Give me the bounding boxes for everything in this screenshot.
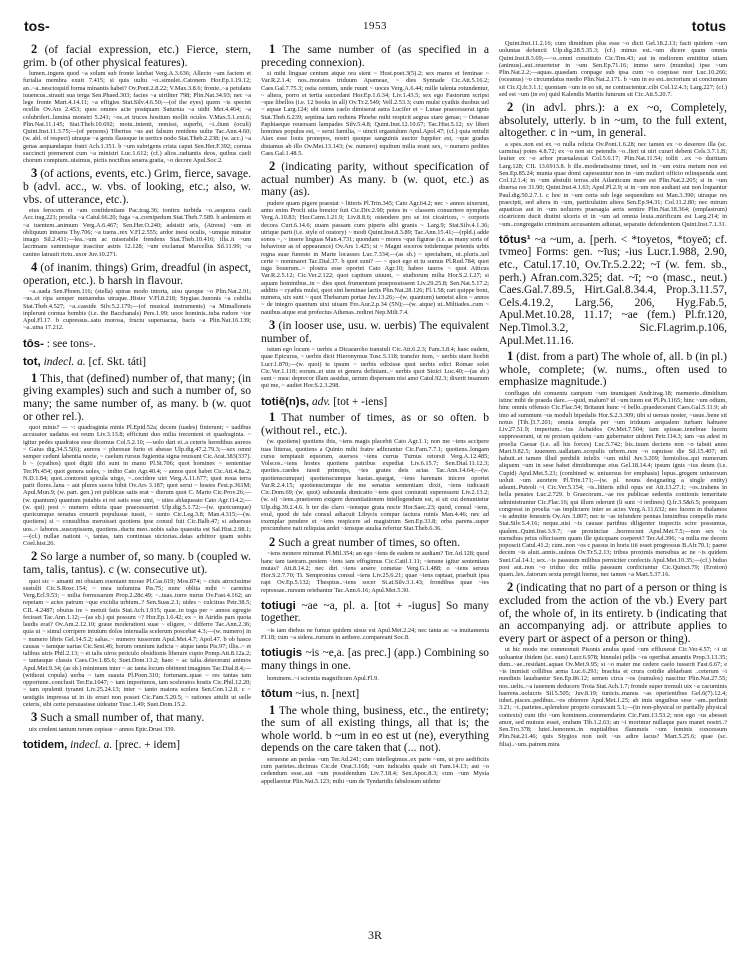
sense-text: (of inanim. things) Grim, dreadful (in aspect, operation, etc.). b harsh in flavour. [23,260,251,287]
sense-number: 1 [269,410,276,425]
citation-block: quot minis? — ~: quadraginta minis Pl.Epid.52a; decem (uades) finierunt; ~ uadibus accusator uadatus est reum Liv.3.13.8; efficiunt duo milia trecenteni et quadraginta. ~ igitur pedes quadratos esse dicemus Col.5.2.10; —uolo dari ei..a ceteris heredibus aureos ~ Gaius dig.34.5.5(6); aureos ~ pluresue furto ei abesse Ulp.dig.47.2.79.3;—sex omni semper cedunt labentia nocte, ~ caelum rursus fugientia signa reuisunt Cic.Arat.383(337). b ~ (cyathos) quot digiti tibi sunt in manu Pl.St.706; quot homines ~ sententiae Ter.Ph.454; quot genera uoles, ~ indito Cato Agr.40.4; ~ annos quot habet Cic.Att.4.8a.2; N.D.1.84; quot..contorsit spicula uirgo, ~..cecidere uiri Verg.A.11.677; quot noua terra parit flores..lana ~ aut plures sucos bibit Ov.Ars 3.187; quot serui ~ hostes Fest.p.361M; Apul.Mun.9; (w. part. gen.) rei publicae satis erat ~ dierum quot C. Mario Cic.Prov.26;—(w. quantum) quantum putabis ei rei satis esse uini, ~ uites ablaqueato Cato Agr.114.2;—(w. qui) post ~ numero edicta quae praecesserint Ulp.dig.5.1.72;—(w. quotcumque) quotcumque senatus creuerit populusue iussit, ~ sunto Cic.Leg.3.8; Man.4.315;—(w. quotiens) si ~ consulibus meruisset quotiens ipse consul fuit Cic.Balb.47; si aduersus uos..~ labores..suscepissem, quotiens..ductu meo..uobis salus quaesita est Sal.Hist.2.98.1;—(cf.) nullae nationi ~, tantas, tam continuas uictorias..datas arbitror quam uobis Coel.hist.26. [23,424,251,548]
sense-number: 2 [507,580,514,595]
sense-number: 3 [31,166,38,181]
sense-text: So large a number of, so many. b (coupled w. tam, talis, tantus). c (w. consecutive ut). [23,550,251,577]
sense-text: This, that (defined) number of, that many; (in giving examples) such and such a number of, so many; the same number of, as many. b (w. quot or other rel.). [23,371,251,423]
grammar-label: indecl. a. [67,739,113,751]
sense-number: 2 [31,42,38,56]
etymology: ~a ~um, a. [perh. < *toyetos, *toyeō; cf. tvmeo] Forms: gen. ~īus; -ius Lucr.1.988, 2.90, etc., Catul.17.10, Ov.Tr.5.2.22; ~ī (w. fem. sb., perh.) Afran.com.325; dat. ~ī; ~o (masc., neut.) Caes.Gal.7.89.5, Hirt.Gal.8.34.4, Prop.3.11.57, Cels.4.19.2, Larg.56, 206, Hyg.Fab.5, Apul.Met.10.28, 11.17; ~ae (fem.) Pl.fr.120, Nep.Timol.3.2, Sic.Fl.agrim.p.106, Apul.Met.11.16. [499,233,727,347]
sense-number: 2 [269,159,276,174]
citation-block: seruesne an perdas ~um Ter.Ad.241; cum intellegimus..ex parte ~um, ut pro aedificiis cum parietes..dicimus Cic.de Orat.3.168; ~um iudicabis quale sit Fam.14.13; aut ~o cedendum esse..aut ~um possidendum Liv.7.18.4; Sen.Apoc.8.3; cum ~um Mysia appellaretur Plin.Nat.5.123; mihi ~um de Tyndaridis fabulosum uidetur [261,755,489,785]
sense-text: The whole thing, business, etc., the entirety; the sum of all existing things, all that is; the whole world. b ~um in eo est ut (ne), everything depends on the care taken that (... not). [261,703,489,755]
column-1 [23,40,251,920]
citation-block: ~a..uada Sen.Phoen.116; (stella) spirae modo intorta, uisu quoque ~o Plin.Nat.2.91; ~us..et ripa semper metuendus utraque..Hister V.Fl.8.218; Stygiae..Iunonis ~a cubilia Stat.Theb.4.527; ~a..casside Silv.5.2.179;—(of musical instruments) ~a Mimalloneis inplerunt cornua bombis (i.e. the Bacchanals) Pers.1.99; uoce hominis..tuba rudore ~ior Apul.Fl.17. b cupressus..satu morosa, fructu superuacua, bacis ~a Plin.Nat.16.139; ~a..uina 17.212. [23,288,251,332]
dictionary-entry [261,396,489,409]
sense-number: 1 [507,349,514,364]
headword: tōs- [23,337,44,350]
sense-text: Such a great number of times, so often. [275,535,461,549]
sense-definition [261,411,489,437]
citation-block: quoi sic ~ amanti mi obuiam eueniant morae Pl.Cas.619; Mos.874; ~ ciuis atrocissime sustulit Cic.S.Rosc.154; ~ mea uolumina Pis.75; nunc oblita mihi ~ carmina Verg.Ecl.9.53; ~ milia formosarum Prop.2.28c.49; ~..tuas..turre nurus Ov.Fast.4.162; an repetam ~ acies patrum ~que excidia urbium..? Sen.Suas.2.1; uides ~ culcitras Petr.38.5; CIL 4.2487; obuius ire ~ metuit fatis Stat.Ach.1.915; quae..in toga per ~ annos egregie fecisset Tac.Ann.1.12;—(as sb.) qui possum ~? Hor.Ep.1.6.42; ex ~ in Atridis pars quota laudis erat? Ov.Am.2.12.10; graue moderationi suae ~ eligere, ~ differre Tac.Ann.2.36; quia ui ~ simul corripere intutum dolos interualla scelerum poscebat 4.3;—(w. numero) in ~ numero libris Gel.14.5.2; salus..~ numero iussorum Apul.Met.4.7; Apol.47. b ob hasce causas ~ tamque uarias Cic.Sest.46; horum omnium iudicia ~ atque tanta Pis.97; illis..~ et talibus uiris Phil.2.13; ~ et talis uiros periculo obsidionis liberare cupio Pomp.Att.8.12a.2; ~ tantasque classis Caes.Civ.1.85.6; Suet.Dom.13.2; haec ~ ac talia..deiecerant animos Apul.Met.9.34; (as sb.) minimum inter ~ ac tanta locum obtinent imagines Tac.Dial.8.4;—(without copula) uerba ~ tam suauia Pl.Poen.310; fortunam..quae ~ res tantas tam opportune..conclusit Ter.Eu.1047; ~ tam importunos, tam sceleratos hostis Cic.Phil.12.20; ~ tam opulenti tyranni Liv.25.24.13; inter ~ tanto maiora scelera Sen.Con.1.2.8. c ~ uestigiis impressa ut in iis errari non posset Cic.Fam.5.20.5; ~ rationes attulit ut uelle ceteris, sibi certe persuasisse uideatur Tusc.1.49; Suet.Dom.15.2. [23,577,251,708]
citation-block: istum ego locum ~ uerbis a Dicaearcho transtuli Cic.Att.6.2.3; Fam.3.8.4; haec eadem, quae Epicurus, ~ uerbis dicit Hieronymus Tusc.5.118; transfer item, ~ uerbis utare licebit Lucr.1.870;—(w. quot) te ipsum ~ uerbis edixisse quot uerbis edici Romae solet Cic.Ver.1.118; eorum..et uim et genera definiant..~ uerbis quot Stoici Luc.40;—(as sb.) sunt ~ mea: deprecor illam assidue, uerum dispeream nisi amo Catul.92.3; dixerit insanum qui me, ~ audiet Hor.S.2.3.298. [261,346,489,390]
citation-block: lumen..ingens quod ~a solum sub fronte latebat Verg.A.3.636; Allecto ~am faciem et furialia membra exuit 7.415; si quis uultu ~o..simulet..Catonem Hor.Ep.1.19.12; an..~a..nescioquid forma minantis habet? Ov.Pont.2.8.22; V.Max.3.8.6; fronte..~a petulans iuuencus..strauit sua terga Sen.Phaed.303; facies ~a uiriliter 798; Plin.Nat.34.93; nec ~a lege fronte Mart.4.14.11; ~a effigies Stat.Silv.4.6.50;—(of the eyes) quem ~is spectet ocellis Ov.Ars 2.453; quos omnes acie postquam Saturnia ~a uidit Met.4.464; ~a colubriferi..lumina monstri 5.241; ~os..et truces hostium mollit oculos V.Max.5.1.ext.6; Plin.Nat.11.145; Stat.Theb.10.692; motu..intenti, remissi, superbi, ~i..fiunt (oculi) Quint.Inst.11.3.75;—(of persons) Tiberius ~us aut falsum renidens uultu Tac.Ann.4.60; (w. abl. of respect) utraque ~a genis flauoque in uertice nodo Stat.Theb.2.238; (w. acc.) ~a genas aequandaque fratri Ach.1.351. b ~um subrigens crista caput Sen.Her.F.392; cornua succincti premerent cum ~a ministri Luc.1.612; (cf.) alios..radiantis deos, quibus caeli chorum comptum..uisimus, pictis noctibus seuera gratia, ~o decore Apul.Soc.2. [23,70,251,165]
column-3 [499,40,727,920]
citation-block: ut hic modo me commonuit Pisonis anulus quod ~um effluxerat Cic.Ver.4.57; ~i ut uoluantur ibidem (sc. sues) Lucr.6.978; hinnulei pellis ~os operibat amantis Prop.3.13.35; dum..~ae..residant..aquae Ov.Met.9.95; si ~o mater me cedere caelo iusserit Fast.6.67; e ~is immisit collibus arma Luc.6.291; brachia et crura cotidie abluebant ..ceterum ~i nundinis lauabantur Sen.Ep.86.12; semen circa ~os (ramulos) nascitur Plin.Nat.27.55; nos..uelis..~a iuuenem deducere Troia Stat.Ach.1.7; fronde super tremuli uix ~a cacuminis haerens..uolucris Sil.5.505; Juv.8.19; tunicis..manus ~as operientibus Gel.6(7).12.4; iubet..pisces..pedibus..~os obterere Apul.Met.1.25; ab imis unguibus sese ~am..perlinit 3.21; ~i..parietes..splendore proprio coruscant 5.1;—(in non-physical or partially physical contexts) cum tibi ~um hominem..commendarim Cic.Fam.13.53.2; non ego ~us abesset amor, sed mutuus esset, orabam Tib.1.2.63; an ~i morimur nullaque pars manet nostri..? Sen.Tro.378; luteī..honorem..in nuptialibus flammeis ~um feminis concessum Plin.Nat.21.46; quis Stygios non uolt ~us adire lacus? Mart.5.25.6; quae (sc. filia)..~um..patrem mira [499,646,727,748]
etymology: [prec. + idem] [112,739,180,751]
citation-block: ~iens monere mirumst Pl.Mil.354; an ego ~iens de eadem re audiam? Ter.Ad.128; quod hanc tam taetram..pestem ~iens iam effugimus Cic.Catil.1.11; ~iensne igitur sententiam mutas? Att.8.14.2; nec diri ~iens arsere cometae Verg.G.1.488; o ~iens seruus Hor.S.2.7.70; Ti. Sempronius consul ~iens Liv.25.6.21; quae ~iens raptaat, praebuit ipsa rapi Ov.Ep.5.132; Thespius..~iens socer St.at.Silv.3.1.43; frondibus quae ~ies repressae..rursum oriebantur Tac.Ann.6.16; Apul.Met.5.30. [261,550,489,594]
headword: totidem, [23,739,68,751]
dictionary-columns [23,40,727,920]
sense-text: (in looser use, usu. w. uerbis) The equivalent number of. [261,318,489,345]
citation-block: confluges ubi conuentu campum ~um inumigant Andr.trag.18; memento..dimidium istinc mihi de praeda dare..—quid, malum? id ~um tuom est Pl.Ps.1165; hinc ~um odium, hinc omnis offensio Cic.Flac.54; Britanni hunc ~i bello..praedecerant Caes.Gal.5.11.9; ab imo ad summum ~us moduli bipedalis Hor.S.2.3.309; tibi si uersus noster, ~usue..bene sit notus [Tib.]3.7.201; omnia templa per ~um triduum aequalem turbam habuere Liv.27.51.9; imperium..~ius Achaidos Ov.Met.7.504; tam spissae..tenebrae lucem suppresserant, ut ne proram quidem ~am gubernator uideret Petr.114.3; iam ~us adest in proelia Caesar (i.e. all his forces) Luc.5.742; bis..tuum deciens non ~o tabuit anno Mart.9.82.5; iuuenem..uallatam..scopulis urbem..non ~o rapuisse die Sil.15.407; nil habuit..et tamen illud perdidit infelix ~um nihil Juv.3.209; hemiolios..qui numerum aliquem ~um in sese habet dimidiumque eius Gel.18.14.4; ipsum ignis ~ius deum (i.e. Cupid) Apul.Met.5.23; (combined w. uniuersus for emphasis) lupus..gregem uniuorsum uoluit ~um auortere Pl.Trin.171;—(w. pl. nouns designating a single entity) adsunt..Puteoli ~i Cic.Ver.5.154; ~is..litteris nihil opus est Att.13.27.1; ~os..trahens in bella penates Luc.2.729. b Graecorum..~ae res publicae sedentis contionis temeritate administrantur Cic.Flac.16; qui illum oderunt (li sunt ~i ordines) Q.fr.3.5&6.5; postquam congressi in proelia ~as implicuere inter se acies Verg.A.11.632; nec lucem in thalamos ~is admitte fenestris Ov.Ars 3.807; nec te ~as infundere pennas luminibus compello meis Stat.Silv.5.4.16; neque..nisi ~is causae partibus diligenter inspectis scire possumus, qualem..Quint.Inst.3.9.7; ~ae prouinciae ..horrescunt Apul.Met.7.5;—non sex ~is mensibus prius olfecissem quam ille quicquam coeperet? Ter.Ad.396; ~a milia me decem poposcit Catul.41.2; cum..non ~os c passus in horis iiii esset progressus B.Afr.70.1; paene decem ~is aluit..annis..uulnus Ov.Tr.5.2.13; tribus proximis mensibus ac ne ~is quidem Suet.Cal.14.1; sex..~is passuum milibus perniciter confectis Apul.Met.10.35;—(cf.) biduo post aut..non ~o triduo dcc milia passuum conficiuntur Cic.Quinct.79; (Erotion) quam..lex..fatorum sexta peregit hieme, nec tamen ~a Mart.5.37.16. [499,389,727,579]
page-number: 1953 [363,20,387,32]
sense-definition [23,550,251,576]
citation-block: Quint.Inst.11.2.16; cum dimidium plus esse ~o dicit Gel.18.2.13; facit quidem ~um uoluntas defuncti Ulp.dig.28.5.35.3; (cf.) minus est..~um dicere quam omnia Quint.Inst.8.3.69;—~o..omni constituto Cic.Tim.43; aut in meliorem emittitur uitam (animus)..aut..reuertetur in ~um Sen.Ep.71.16; immo uero (mundus) ipse ~um Plin.Nat.2.2;—aquas..quasdam conpage sub ipsa cum ~o coepisse reor Luc.10.266; (oceanus) ~o circumdatus medio Plin.Nat.2.171. b ~um in eo est..tectorium ut concinnum sit Cic.Q.fr.3.1.1; quoniam ~um in eo sit, ne contractentur..cibi Col.12.4.3; Larg.227; (cf.) sed est ~um (in eo) quid Kalendis Martiis futurum sit Cic.Att.5.20.7. [499,40,727,98]
dictionary-entry [23,356,251,369]
column-2 [261,40,489,920]
guide-word-left: tos- [24,18,50,34]
sense-definition [23,261,251,287]
citation-block: (w. quotiens) quotiens ibis, ~iens magis placebit Cato Agr.1.1; non me ~iens accipere tuas litteras, quotiens a Quinto mihi fratre adferantur Cic.Fam.7.7.1; quotiens..longam cursu temptauit equorum, auersos ~iens currus Turnus retorsit Verg.A.12.485; Volscos..~iens hostes quotiens patribus expediat Liv.6.15.7; Sen.Dial.11.12.3; quoties..caedes iussit princeps, ~ies grates deis actas Tac.Ann.14.64;—(w. quotienscumque) quotienscumque hastas..spargat, ~iens harenam inicere oportet Var.R.2.4.15; quotienscumque de me senatus sententiam dixit, ~iens iudicauit Cic.Dom.69; (w. quot) subeunda dimicatio ~iens quot coniurati superessent Liv.2.13.2; (w. si) ~iens..praetorem exigere denuntiationem intellegendum est, si sit cui denuntietur Ulp.dig.39.2.4.6. b ter die claro ~iensque grata nocte Hor.Saec.23; quod, consul ~iens, exul, quod de tale consul adiacuit Libycis compar iactura ruinis Man.4.46; nec ad exemplar pendere et ~iens respicere ad magistrum Sen.Ep.33.8; orba parens..super procumbere nati reliquias ardet ~iensque auulsa refertur Stat.Theb.6.36. [261,438,489,533]
dictionary-entry [23,739,251,752]
etymology: ~ius, n. [next] [292,687,360,700]
headword: totiugi [261,599,296,612]
dictionary-entry [499,234,727,347]
citation-block: eius ferocem et ~am confidentiam Pac.trag.36; tonitru turbida ~o..aequora caeli Acc.trag.223; proelia ~a Catul.66.20; fuga ~a..cornipedum Stat.Theb.7.589. b ardentem et ~a tuentem..animum Verg.A.6.467; Sen.Her.O.240; adsistit aris, (Atreus) ~um et obliquum intuens Thy.706; ~a tuens..rex V.Fl.2.555; ardor inest oculis, ~umque minatur imago Sil.2.431;—lea..~um ac miserabile frendens Stat.Theb.10.416; illa..it ~um lacrimans summisque irascitur astris 12.128; ~um exclamat Marcellus Sil.11.99; ~a canino latrauit rictu..uxor Juv.10.271. [23,207,251,258]
sense-number: 1 [269,42,276,56]
sense-text: (of facial expression, etc.) Fierce, stern, grim. b (of other physical features). [23,43,251,69]
sense-definition [261,160,489,199]
headword: tot, [23,356,41,369]
sense-text: (in advl. phrs.): a ex ~o, Completely, absolutely, utterly. b in ~um, to the full extent, altogether. c in ~um, in general. [499,101,727,140]
sense-text: (indicating that no part of a person or thing is excluded from the action of the vb.) Every part of, the whole of, in its entirety. b (indicating that an accompanying adj. or attribute applies to every part or aspect of a person or thing). [499,581,727,645]
etymology: ~is ~e,a. [as prec.] (app.) Combining so many things in one. [261,647,489,673]
etymology: [cf. Skt. táti] [85,356,147,369]
dictionary-entry [261,600,489,625]
running-head [24,18,726,38]
dictionary-entry [23,338,251,351]
sense-text: The same number of (as specified in a preceding connexion). [261,43,489,69]
grammar-label: indecl. a. [40,356,86,369]
sense-definition [261,319,489,345]
citation-block: si mihi linguae centum atque ora sient ~ Host.poet.3(5).2; sex mares et feminae ~ Var.R.2.1.4; nos..moratos triduum Apameae, ~ dies Synnade Cic.Att.5.16.2; Caes.Gal.7.75.3; ostia centum, unde ruunt ~ uoces Verg.A.6.44; mille talenta rotundentur, ~ altera, porro et tertia succedant Hor.Ep.1.6.34; Liv.1.43.5; sex ego Fastorum scripsi ~que libellos (i.e. 12 books in all) Ov.Tr.2.549; Vell.2.53.3; cum mulsi cyathis duobus uel ~ aquae Larg.124; ubi uiens caelo dimiserat astra Lucifer et ~ Lunae praecesserat ignis Stat.Theb.6.239; septima iam rediens Phoebe mihi respicit aegras stare genas; ~ Oetaeae Paphiaeque reuersant lampades Silv.5.4.8; Quint.Inst.12.10.67; Tac.Hist.5.12; xv liberi homines populus est, ~ serui familia, ~ uincti ergastulum Apul.Apol.47; (cf.) quia rettulit Aiax esse Iouis pronepos, nostri quoque sanguinis auctor Iuppiter est, ~que gradus distamus ab illo Ov.Met.13.143; (w. numero) equitum milia erant sex, ~ numero pedites Caes.Gal.1.48.5. [261,70,489,157]
sense-number: 1 [31,370,38,385]
sense-definition [23,711,251,725]
sense-number: 3 [269,317,276,332]
citation-block: hominem..~i scientia magnificum Apul.Fl.9. [267,674,379,682]
sense-text: (dist. from a part) The whole of, all. b (in pl.) whole, complete; (w. nums., often used to emphasize magnitude.) [499,350,727,389]
grammar-label: adv. [309,395,331,408]
sense-number: 2 [507,100,514,114]
etymology: [tot + -iens] [330,395,388,408]
headword: tōtus¹ [499,233,531,246]
sense-definition [23,372,251,423]
sense-definition [23,167,251,206]
sense-number: 1 [269,702,276,717]
sense-number: 3 [31,710,38,725]
sense-number: 2 [269,534,276,549]
sense-definition [261,536,489,550]
headword: totiugis [261,647,303,660]
citation-block: uix credent tantum rerum cepisse ~ annos Epic.Drusi 339. [29,725,176,733]
sense-definition [261,43,489,69]
citation-block: a spes..non est ex ~o nulla relicta Ov.Pont.1.6.28; nec tamen ex ~o deserere illa (sc. carmina) potes 4.8.72; ex ~o non sic petendis ~o..fieri ut uiri curari debent Cels.3.7.1.B; leuiter ex ~o arbor praeualescat Col.5.6.17; Plin.Nat.11.54; tollit ..ex ~o duritiam Larg.128; CIL 13.6913.8. b ille..moderatissime timet, sed in ~um extra metum non est Sen.Ep.85.24; munia quae domi capessuntur non in ~um mulieri officio relinquenda sunt Col.12.1.4; in ~um abstulit terras..ubi Atlanticum mare est Plin.Nat.2.205; si in ~um diuersa res 31.90; Quint.Inst.4.1.63; Apul.Pl.2.9; si in ~um non audiant aut non loquantur Paul.dig.50.2.7.1. c hoc in ~um certa sub lege sequendum est Man.3.390; utraque res praecipit, sed altera in ~um, particulatim altera Sen.Ep.94.31; Col.11.2.80; nec mirum aquaticas aut in ~um uolucres praesagia aeris sentire Plin.Nat.18.364; (emplastrum) cicatricem ducit diutini ulceris et in ~um ad omnia leuia..mirificum est Larg.214; in ~um..congregatio criminum accusantem adiuuat, separatio defendentem Quint.Inst.7.1.31. [499,140,727,228]
sense-text: Such a small number of, that many. [37,711,205,725]
sense-definition [499,350,727,389]
sense-number: 2 [31,549,38,564]
dictionary-entry [261,688,489,701]
dictionary-entry [261,647,489,672]
sense-definition [499,581,727,645]
headword: tōtum [261,687,293,700]
sense-definition [23,43,251,69]
sense-number: 4 [31,259,38,274]
guide-word-right: totus [691,18,726,34]
etymology: ~ae ~a, pl. a. [tot + -iugus] So many together. [261,599,489,625]
citation-block: pudere quam pigere praestat ~ litteris Pl.Trin.345; Cato Agr.64.2; nec ~ annos uixerunt, anno enim Procli uita breuior fuit Cic.Div.2.90; potes in ~ classem conuertere nymphas Verg.A.10.83; Hor.Carm.1.21.9; Liv.8.8.6; ostendere pro se tot cicatrices, ~ corporis decora Curt.6.14.6; uuam passam cum piperis albi granis ~ Larg.9; Stat.Silv.4.1.36; utrique parti (i.e. style of oratory) ~ modi Quint.Inst.8.3.89; Tac.Ann.15.41;—(rpld.) adde sonos ~, ~ insere linguas Man.4.731; quondam ~ mores ~que figurae (i.e. as many sorts of behaviour as of appearance) Ov.Ars 1.425; si ~ Magni soceros totidemque petentis urbis regna suae funesto in Marte locasses Luc.7.334;—(as sb.) ~ spectabam, ut..pluris..uel certe ~ nominaret Tac.Dial.37. b quot sunt? — ~ quot ego et tu sumus Pl.Rud.784; quot iuga bouerum..~ plostra esse oportet Cato Agr.10; habeo tauros ~ quot Atticus Var.R.2.5.12; Cic.Ver.2.122; quot capitum uiuunt, ~ studiorum milia Hor.S.2.1.27; si aquam hominibus..in ~ dies quot frumentum praeposuissent Liv.29.25.8; Sen.Nat.5.17.2; additis ~ cyathis mulsi, quot sint heminae lactis Plin.Nat.28.126; Fl.1.58; rari quippe boni, numera, uix sunt ~ quot Thebarum portae Juv.13.26;—(w. quantum) tametsi alios ~ annos ~ de integro quantum uixi uiuam Fro.Aur.2.p.34 (5N);—(w. atque) ut..Miltiades..cum ~ nauibus atque erat profectus Athenas..rediret Nep.Milt.7.4. [261,199,489,316]
sense-text: (of actions, events, etc.) Grim, fierce, savage. b (advl. acc., w. vbs. of looking, etc.; also, w. vbs. of utterance, etc.). [23,167,251,206]
signature-mark: 3R [367,928,382,942]
sense-definition [261,704,489,755]
sense-text: That number of times, as or so often. b (without rel., etc.). [261,411,489,437]
citation-block: ~is iam diebus ne fumus quidem uisus est Apul.Met.2.24; nec tanta ac ~a inuitamenta Fl.18; cum ~a sidera..rursum in aethere..compareant Soc.8. [261,626,489,642]
sense-text: (indicating parity, without specification of actual number) As many. b (w. quot, etc.) as many (as). [261,160,489,199]
headword: totiē(n)s, [261,395,310,408]
etymology: : see tons-. [43,337,96,350]
sense-definition [499,101,727,140]
